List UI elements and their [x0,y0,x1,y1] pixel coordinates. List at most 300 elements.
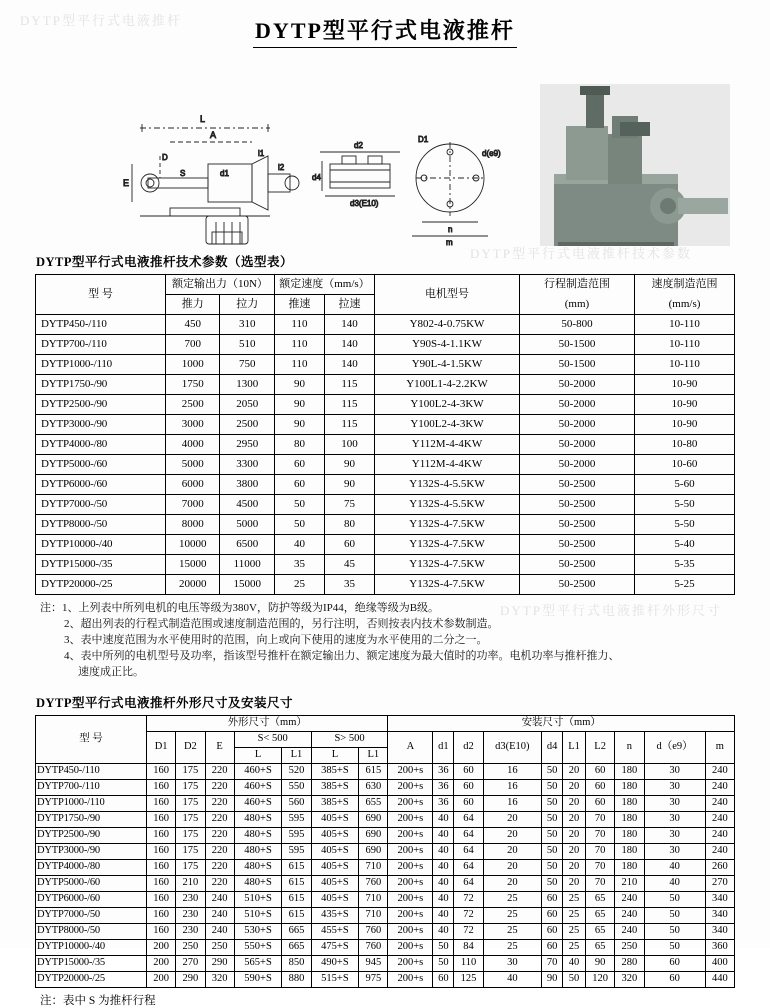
cell-model: DYTP1750-/90 [36,375,166,395]
th-m: m [705,731,734,763]
th-s-gt: S> 500 [311,731,388,747]
table-header-row [36,715,735,731]
table-row [36,843,735,859]
cell-L1-gt: 690 [359,811,388,827]
table-row [36,535,735,555]
cell-L1-lt: 595 [282,811,311,827]
table-row [36,455,735,475]
cell-L-lt: 565+S [234,955,282,971]
table-row [36,763,735,779]
th-model: 型 号 [36,715,147,763]
note-line: 4、表中所列的电机型号及功率，指该型号推杆在额定输出力、额定速度为最大值时的功率。电机功率与推杆推力、 [64,649,620,662]
cell-A: 200+s [388,923,433,939]
cell-A: 200+s [388,763,433,779]
cell-d3: 20 [483,843,541,859]
cell-D2: 290 [176,971,205,987]
cell-speed-range: 5-50 [635,515,735,535]
cell-L1-install: 25 [563,923,586,939]
cell-d2: 64 [454,843,483,859]
cell-A: 200+s [388,859,433,875]
table-row [36,575,735,595]
cell-d1: 40 [433,923,454,939]
cell-D1: 160 [147,811,176,827]
cell-L-gt: 405+S [311,859,359,875]
dimensions-table [35,715,735,988]
cell-pull-speed: 60 [324,535,374,555]
cell-speed-range: 5-40 [635,535,735,555]
note-line: 速度成正比。 [78,665,144,678]
th-d4: d4 [542,731,563,763]
cell-d4: 90 [542,971,563,987]
cell-d3: 16 [483,795,541,811]
cell-d2: 72 [454,907,483,923]
cell-L1-gt: 655 [359,795,388,811]
cell-model: DYTP450-/110 [36,763,147,779]
cell-m: 240 [705,843,734,859]
cell-model: DYTP1000-/110 [36,355,166,375]
th-push-speed: 推速 [274,295,324,315]
cell-speed-range: 10-110 [635,315,735,335]
cell-model: DYTP10000-/40 [36,939,147,955]
cell-pull: 310 [220,315,274,335]
cell-pull-speed: 140 [324,355,374,375]
cell-stroke: 50-2000 [520,435,635,455]
cell-motor: Y112M-4-4KW [375,455,520,475]
cell-L2-install: 70 [586,843,615,859]
cell-E: 220 [205,795,234,811]
cell-m: 400 [705,955,734,971]
cell-L-lt: 550+S [234,939,282,955]
cell-model: DYTP2500-/90 [36,827,147,843]
cell-pull: 510 [220,335,274,355]
cell-L1-lt: 615 [282,859,311,875]
cell-speed-range: 10-110 [635,355,735,375]
cell-model: DYTP10000-/40 [36,535,166,555]
cell-L1-lt: 850 [282,955,311,971]
cell-de9: 30 [644,795,705,811]
th-d3: d3(E10) [483,731,541,763]
cell-speed-range: 10-110 [635,335,735,355]
th-stroke: 行程制造范围 [520,275,635,295]
table-row [36,875,735,891]
cell-model: DYTP3000-/90 [36,843,147,859]
table-row [36,355,735,375]
th-push: 推力 [166,295,220,315]
cell-L-gt: 405+S [311,843,359,859]
cell-L-lt: 480+S [234,811,282,827]
table-row [36,495,735,515]
cell-A: 200+s [388,891,433,907]
cell-n: 180 [615,843,644,859]
cell-d1: 40 [433,827,454,843]
th-n: n [615,731,644,763]
cell-L-gt: 475+S [311,939,359,955]
cell-L-gt: 385+S [311,763,359,779]
cell-push: 6000 [166,475,220,495]
table-row [36,415,735,435]
cell-L1-lt: 560 [282,795,311,811]
cell-d1: 60 [433,971,454,987]
cell-D1: 160 [147,779,176,795]
cell-push-speed: 60 [274,475,324,495]
cell-E: 220 [205,859,234,875]
cell-de9: 40 [644,875,705,891]
cell-model: DYTP1000-/110 [36,795,147,811]
cell-model: DYTP700-/110 [36,335,166,355]
cell-pull-speed: 75 [324,495,374,515]
note-line: 2、超出列表的行程式制造范围或速度制造范围的，另行注明，否则按表内技术参数制造。 [64,617,499,630]
th-speed-range: 速度制造范围 [635,275,735,295]
cell-L1-install: 20 [563,811,586,827]
cell-d1: 50 [433,955,454,971]
cell-de9: 30 [644,843,705,859]
page-title-text: DYTP型平行式电液推杆 [253,14,517,48]
table-row [36,827,735,843]
cell-D1: 160 [147,875,176,891]
cell-push-speed: 90 [274,375,324,395]
cell-n: 320 [615,971,644,987]
cell-de9: 60 [644,971,705,987]
cell-A: 200+s [388,939,433,955]
cell-D2: 175 [176,827,205,843]
cell-d1: 40 [433,891,454,907]
cell-d2: 110 [454,955,483,971]
cell-E: 220 [205,779,234,795]
cell-push-speed: 25 [274,575,324,595]
cell-A: 200+s [388,795,433,811]
cell-pull: 3300 [220,455,274,475]
cell-push: 15000 [166,555,220,575]
cell-D1: 200 [147,955,176,971]
cell-de9: 50 [644,939,705,955]
cell-E: 220 [205,843,234,859]
cell-d4: 50 [542,875,563,891]
cell-stroke: 50-2000 [520,375,635,395]
cell-de9: 50 [644,907,705,923]
cell-L-gt: 385+S [311,795,359,811]
cell-L-lt: 590+S [234,971,282,987]
cell-A: 200+s [388,971,433,987]
svg-text:m: m [446,238,453,246]
cell-D1: 160 [147,843,176,859]
cell-model: DYTP4000-/80 [36,859,147,875]
cell-E: 220 [205,875,234,891]
cell-A: 200+s [388,827,433,843]
cell-A: 200+s [388,955,433,971]
cell-E: 240 [205,907,234,923]
cell-d1: 40 [433,907,454,923]
table-row [36,475,735,495]
cell-L2-install: 90 [586,955,615,971]
cell-pull-speed: 45 [324,555,374,575]
cell-push-speed: 90 [274,395,324,415]
cell-push: 4000 [166,435,220,455]
cell-d1: 36 [433,763,454,779]
th-A: A [388,731,433,763]
cell-L1-gt: 615 [359,763,388,779]
cell-d3: 20 [483,827,541,843]
cell-d2: 64 [454,859,483,875]
cell-L1-install: 40 [563,955,586,971]
cell-m: 240 [705,811,734,827]
cell-n: 250 [615,939,644,955]
cell-pull-speed: 140 [324,315,374,335]
cell-model: DYTP15000-/35 [36,955,147,971]
th-install-dims: 安装尺寸（mm） [388,715,735,731]
cell-n: 280 [615,955,644,971]
cell-d3: 25 [483,891,541,907]
cell-model: DYTP450-/110 [36,315,166,335]
cell-d4: 60 [542,923,563,939]
cell-pull: 5000 [220,515,274,535]
cell-model: DYTP20000-/25 [36,575,166,595]
cell-d2: 64 [454,811,483,827]
cell-pull-speed: 115 [324,375,374,395]
page-title [0,0,770,52]
cell-d4: 50 [542,779,563,795]
cell-n: 180 [615,811,644,827]
cell-L-gt: 405+S [311,891,359,907]
cell-L1-lt: 880 [282,971,311,987]
cell-L1-install: 20 [563,779,586,795]
cell-d3: 40 [483,971,541,987]
cell-push: 8000 [166,515,220,535]
cell-E: 240 [205,923,234,939]
cell-L2-install: 70 [586,827,615,843]
cell-L2-install: 65 [586,923,615,939]
cell-L-lt: 510+S [234,907,282,923]
cell-speed-range: 10-90 [635,415,735,435]
cell-push: 20000 [166,575,220,595]
cell-model: DYTP15000-/35 [36,555,166,575]
cell-L1-lt: 665 [282,923,311,939]
cell-d3: 20 [483,859,541,875]
cell-pull: 2950 [220,435,274,455]
cell-E: 290 [205,955,234,971]
cell-L1-gt: 690 [359,827,388,843]
cell-speed-range: 5-50 [635,495,735,515]
cell-L1-install: 25 [563,891,586,907]
th-pull: 拉力 [220,295,274,315]
table-row [36,395,735,415]
cell-stroke: 50-2500 [520,555,635,575]
cell-d4: 50 [542,827,563,843]
cell-d4: 50 [542,763,563,779]
note-line: 注：1、上列表中所列电机的电压等级为380V，防护等级为IP44，绝缘等级为B级。 [40,602,440,614]
cell-m: 360 [705,939,734,955]
cell-L1-gt: 760 [359,939,388,955]
cell-push: 450 [166,315,220,335]
cell-push-speed: 60 [274,455,324,475]
cell-m: 240 [705,795,734,811]
cell-L-gt: 455+S [311,923,359,939]
cell-de9: 30 [644,779,705,795]
cell-d4: 70 [542,955,563,971]
cell-stroke: 50-2000 [520,415,635,435]
cell-L1-gt: 945 [359,955,388,971]
cell-L-gt: 405+S [311,811,359,827]
cell-model: DYTP8000-/50 [36,923,147,939]
cell-L1-gt: 710 [359,891,388,907]
cell-push: 5000 [166,455,220,475]
table-row [36,515,735,535]
cell-pull: 11000 [220,555,274,575]
cell-m: 440 [705,971,734,987]
cell-E: 250 [205,939,234,955]
table-row [36,955,735,971]
cell-pull: 1300 [220,375,274,395]
th-model: 型 号 [36,275,166,315]
cell-d2: 60 [454,779,483,795]
cell-push: 1750 [166,375,220,395]
svg-text:S: S [180,169,186,178]
th-output: 额定输出力（10N） [166,275,275,295]
tech-parameters-table [35,274,735,595]
cell-n: 180 [615,763,644,779]
th-pull-speed: 拉速 [324,295,374,315]
cell-D2: 230 [176,923,205,939]
cell-L1-gt: 690 [359,843,388,859]
cell-model: DYTP4000-/80 [36,435,166,455]
table-row [36,315,735,335]
cell-d4: 50 [542,811,563,827]
svg-text:A: A [210,130,217,140]
cell-m: 340 [705,923,734,939]
cell-motor: Y100L1-4-2.2KW [375,375,520,395]
cell-pull: 15000 [220,575,274,595]
cell-d2: 64 [454,875,483,891]
svg-text:L: L [200,114,206,124]
cell-pull-speed: 35 [324,575,374,595]
cell-L1-lt: 615 [282,875,311,891]
cell-motor: Y100L2-4-3KW [375,395,520,415]
table-row [36,939,735,955]
cell-d2: 64 [454,827,483,843]
cell-d1: 40 [433,859,454,875]
cell-n: 240 [615,891,644,907]
cell-push-speed: 110 [274,315,324,335]
cell-d2: 84 [454,939,483,955]
cell-pull: 6500 [220,535,274,555]
cell-d4: 50 [542,795,563,811]
svg-text:D: D [162,153,168,162]
cell-stroke: 50-2500 [520,535,635,555]
dim-foot-note: 注：表中 S 为推杆行程 [40,994,156,1007]
table-row [36,859,735,875]
cell-model: DYTP700-/110 [36,779,147,795]
svg-text:E: E [123,178,130,188]
cell-L-lt: 480+S [234,827,282,843]
cell-L-lt: 460+S [234,763,282,779]
cell-D1: 160 [147,763,176,779]
cell-A: 200+s [388,843,433,859]
cell-E: 220 [205,811,234,827]
th-L1-lt: L1 [282,747,311,763]
th-motor: 电机型号 [375,275,520,315]
svg-text:d1: d1 [220,169,229,178]
cell-L-lt: 480+S [234,859,282,875]
cell-d1: 40 [433,875,454,891]
cell-model: DYTP2500-/90 [36,395,166,415]
cell-L1-lt: 520 [282,763,311,779]
svg-text:D1: D1 [418,135,429,144]
cell-motor: Y132S-4-7.5KW [375,535,520,555]
cell-d4: 50 [542,859,563,875]
cell-n: 240 [615,907,644,923]
tech-table-heading: DYTP型平行式电液推杆技术参数（选型表） [36,255,294,269]
cell-D2: 270 [176,955,205,971]
cell-motor: Y90L-4-1.5KW [375,355,520,375]
cell-de9: 30 [644,827,705,843]
cell-A: 200+s [388,779,433,795]
cell-L1-lt: 615 [282,891,311,907]
svg-text:l1: l1 [258,149,265,158]
cell-L2-install: 70 [586,859,615,875]
cell-L1-gt: 710 [359,907,388,923]
cell-motor: Y802-4-0.75KW [375,315,520,335]
cell-model: DYTP7000-/50 [36,907,147,923]
table-row [36,779,735,795]
cell-pull: 2050 [220,395,274,415]
cell-d2: 72 [454,891,483,907]
cell-L-lt: 460+S [234,779,282,795]
cell-d2: 72 [454,923,483,939]
cell-D2: 175 [176,843,205,859]
th-outer-dims: 外形尺寸（mm） [147,715,388,731]
cell-motor: Y132S-4-7.5KW [375,555,520,575]
cell-n: 180 [615,779,644,795]
cell-push-speed: 35 [274,555,324,575]
cell-L-lt: 510+S [234,891,282,907]
cell-motor: Y132S-4-7.5KW [375,515,520,535]
cell-model: DYTP6000-/60 [36,475,166,495]
th-d1: d1 [433,731,454,763]
cell-L2-install: 70 [586,811,615,827]
cell-n: 180 [615,795,644,811]
th-de9: d（e9） [644,731,705,763]
cell-pull: 750 [220,355,274,375]
cell-pull-speed: 115 [324,415,374,435]
cell-pull-speed: 140 [324,335,374,355]
cell-L1-install: 50 [563,971,586,987]
svg-text:d4: d4 [312,173,321,182]
svg-text:l2: l2 [278,163,285,172]
cell-push: 10000 [166,535,220,555]
cell-L-gt: 515+S [311,971,359,987]
cell-push: 2500 [166,395,220,415]
cell-L2-install: 65 [586,891,615,907]
cell-de9: 60 [644,955,705,971]
cell-m: 240 [705,763,734,779]
ghost-text: DYTP型平行式电液推杆外形尺寸 [500,603,722,618]
cell-pull: 3800 [220,475,274,495]
cell-d2: 125 [454,971,483,987]
table-row [36,435,735,455]
cell-stroke: 50-1500 [520,335,635,355]
cell-E: 220 [205,763,234,779]
cell-push: 3000 [166,415,220,435]
cell-m: 340 [705,891,734,907]
cell-push: 700 [166,335,220,355]
cell-stroke: 50-2000 [520,455,635,475]
cell-d4: 60 [542,891,563,907]
cell-motor: Y90S-4-1.1KW [375,335,520,355]
th-L-gt: L [311,747,359,763]
cell-D2: 175 [176,811,205,827]
cell-L-gt: 405+S [311,875,359,891]
cell-L1-lt: 595 [282,827,311,843]
cell-d2: 60 [454,795,483,811]
